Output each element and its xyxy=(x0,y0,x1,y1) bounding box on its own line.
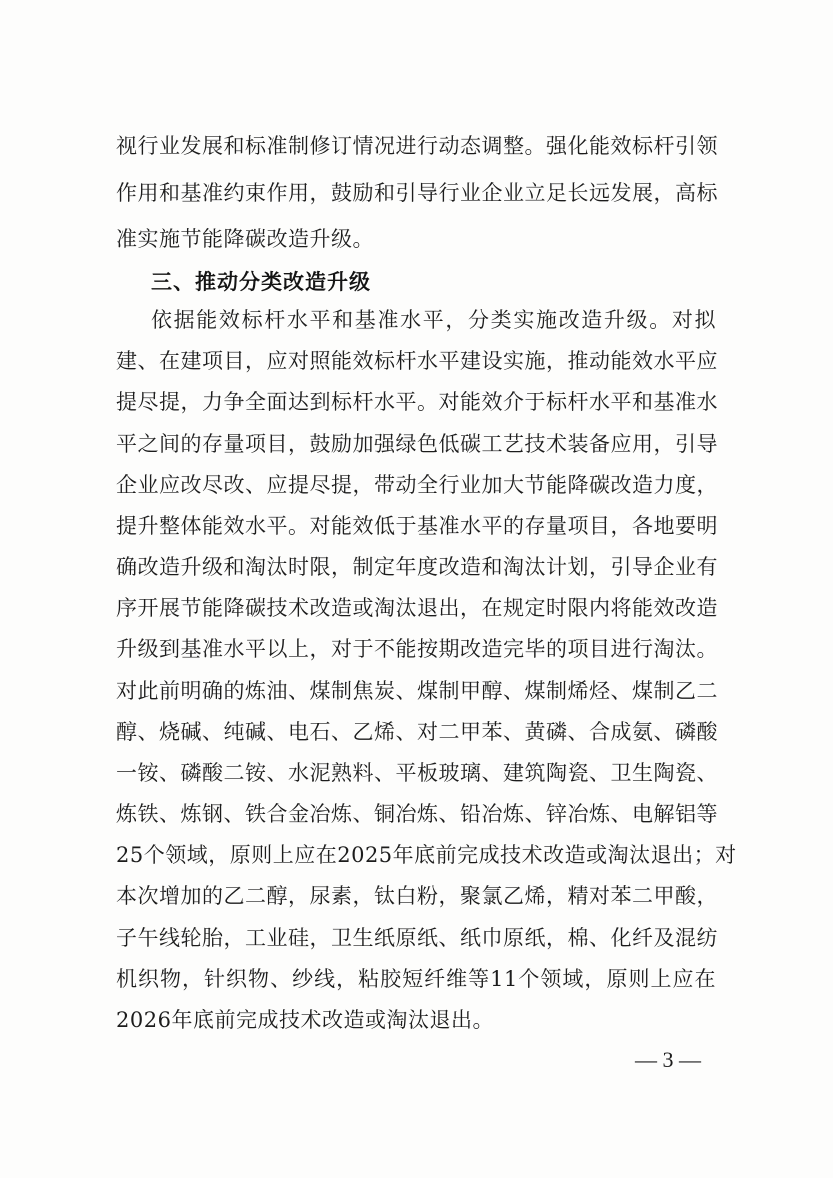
paragraph-line: 提升整体能效水平。对能效低于基准水平的存量项目，各地要明 xyxy=(116,513,718,538)
paragraph-line: 25个领域，原则上应在2025年底前完成技术改造或淘汰退出；对 xyxy=(116,843,737,868)
paragraph-line: 2026年底前完成技术改造或淘汰退出。 xyxy=(116,1008,494,1032)
paragraph-line: 作用和基准约束作用，鼓励和引导行业企业立足长远发展，高标 xyxy=(116,181,718,205)
paragraph-line: 升级到基准水平以上，对于不能按期改造完毕的项目进行淘汰。 xyxy=(116,637,718,662)
paragraph-line: 依据能效标杆水平和基准水平，分类实施改造升级。对拟 xyxy=(151,308,716,332)
paragraph-line: 本次增加的乙二醇，尿素，钛白粉，聚氯乙烯，精对苯二甲酸， xyxy=(116,884,718,909)
paragraph-line: 醇、烧碱、纯碱、电石、乙烯、对二甲苯、黄磷、合成氨、磷酸 xyxy=(116,719,718,744)
paragraph-line: 企业应改尽改、应提尽提，带动全行业加大节能降碳改造力度， xyxy=(116,472,718,497)
paragraph-line: 子午线轮胎，工业硅，卫生纸原纸、纸巾原纸，棉、化纤及混纺 xyxy=(116,925,718,950)
paragraph-line: 准实施节能降碳改造升级。 xyxy=(116,227,374,251)
page-number: — 3 — xyxy=(635,1047,701,1072)
paragraph-line: 序开展节能降碳技术改造或淘汰退出，在规定时限内将能效改造 xyxy=(116,596,718,621)
paragraph-line: 对此前明确的炼油、煤制焦炭、煤制甲醇、煤制烯烃、煤制乙二 xyxy=(116,678,718,703)
paragraph-line: 视行业发展和标准制修订情况进行动态调整。强化能效标杆引领 xyxy=(116,134,718,158)
paragraph-line: 确改造升级和淘汰时限，制定年度改造和淘汰计划，引导企业有 xyxy=(116,555,718,580)
paragraph-line: 一铵、磷酸二铵、水泥熟料、平板玻璃、建筑陶瓷、卫生陶瓷、 xyxy=(116,760,718,785)
section-heading: 三、推动分类改造升级 xyxy=(151,270,371,294)
paragraph-line: 炼铁、炼钢、铁合金冶炼、铜冶炼、铅冶炼、锌冶炼、电解铝等 xyxy=(116,802,718,827)
paragraph-line: 提尽提，力争全面达到标杆水平。对能效介于标杆水平和基准水 xyxy=(116,390,718,415)
paragraph-line: 机织物，针织物、纱线，粘胶短纤维等11个领域，原则上应在 xyxy=(116,966,716,991)
paragraph-line: 建、在建项目，应对照能效标杆水平建设实施，推动能效水平应 xyxy=(116,349,718,374)
paragraph-line: 平之间的存量项目，鼓励加强绿色低碳工艺技术装备应用，引导 xyxy=(116,431,718,456)
